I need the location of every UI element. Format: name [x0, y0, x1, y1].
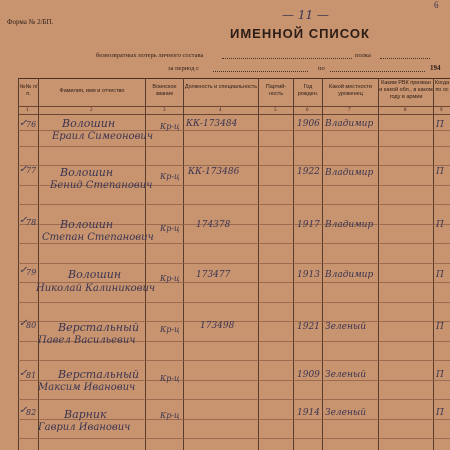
row-surname: Верстальный [58, 368, 140, 381]
row-post: КК-173486 [188, 167, 240, 177]
col-border [258, 78, 259, 450]
row-rank: Кр-ц [160, 325, 180, 334]
row-number: 79 [26, 268, 37, 277]
row-given-names: Ераил Симеонович [52, 131, 154, 142]
row-rule [18, 263, 450, 264]
col-border [18, 78, 19, 450]
blank-regiment [380, 58, 430, 59]
row-year: 1913 [297, 270, 320, 280]
margin-mark: П [436, 408, 444, 418]
col-num: 2 [90, 108, 93, 113]
table-top-border [18, 78, 450, 79]
row-number: 78 [26, 218, 37, 227]
row-check: ✓ [19, 318, 28, 329]
row-number: 76 [26, 120, 37, 129]
col-num: 3 [163, 108, 166, 113]
blank-to [330, 71, 425, 72]
row-given-names: Гаврил Иванович [38, 422, 131, 433]
row-number: 81 [26, 371, 37, 380]
col-border [293, 78, 294, 450]
col-num: 9 [440, 108, 443, 113]
col-header-when: Когда по ос [434, 80, 450, 93]
col-header-rvk: Каким РВК призван и какой обл., в каком году в армии [379, 80, 433, 100]
col-num: 7 [348, 108, 351, 113]
row-place: Владимир [325, 220, 374, 230]
row-number: 80 [26, 321, 37, 330]
row-rank: Кр-ц [160, 122, 180, 131]
page-number: — 11 — [282, 8, 329, 22]
margin-mark: П [436, 120, 444, 130]
col-border [378, 78, 379, 450]
row-year: 1917 [297, 220, 320, 230]
row-year: 1914 [297, 408, 320, 418]
row-check: ✓ [19, 215, 28, 226]
row-number: 77 [26, 166, 37, 175]
margin-mark: П [436, 370, 444, 380]
row-place: Зеленый [325, 322, 367, 332]
row-check: ✓ [19, 405, 28, 416]
row-post: КК-173484 [186, 119, 238, 129]
row-given-names: Павел Васильевич [38, 335, 136, 346]
row-rank: Кр-ц [160, 224, 180, 233]
header-bottom-border [18, 106, 450, 107]
col-num: 8 [404, 108, 407, 113]
row-given-names: Степан Степанович [42, 232, 154, 243]
col-num: 1 [26, 108, 29, 113]
row-surname: Волошин [62, 117, 116, 130]
row-year: 1922 [297, 167, 320, 177]
col-header-rank: Воинское звание [152, 84, 177, 97]
row-post: 173498 [200, 321, 235, 331]
margin-mark: П [436, 322, 444, 332]
subtitle-line2-mid: по [318, 65, 325, 72]
row-place: Владимир [325, 168, 374, 178]
row-given-names: Максим Иванович [38, 382, 136, 393]
row-surname: Варник [64, 408, 107, 421]
row-rank: Кр-ц [160, 411, 180, 420]
margin-mark: П [436, 220, 444, 230]
row-check: ✓ [19, 118, 28, 129]
row-rank: Кр-ц [160, 172, 180, 181]
col-header-post: Должность и специальность [184, 84, 258, 90]
col-header-name: Фамилия, имя и отчество [59, 88, 125, 94]
col-num: 6 [306, 108, 309, 113]
col-border [322, 78, 323, 450]
row-place: Зеленый [325, 408, 367, 418]
row-rule [18, 146, 450, 147]
subtitle-line2-prefix: за период с [168, 65, 200, 72]
row-post: 174378 [196, 220, 231, 230]
col-border [433, 78, 434, 450]
row-place: Владимир [325, 270, 374, 280]
col-border [38, 78, 39, 450]
row-rank: Кр-ц [160, 374, 180, 383]
subtitle-line1: безвозвратных потерь личного состава [96, 52, 204, 59]
row-year: 1906 [297, 119, 320, 129]
col-num: 4 [219, 108, 222, 113]
col-header-number: №№ п/п. [19, 84, 38, 97]
subtitle-year: 194 [430, 64, 441, 72]
row-post: 173477 [196, 270, 231, 280]
row-rule [18, 204, 450, 205]
subtitle-line1-end: полка [355, 52, 371, 59]
row-check: ✓ [19, 164, 28, 175]
row-check: ✓ [19, 368, 28, 379]
colnum-bottom-border [18, 114, 450, 115]
row-rule [18, 360, 450, 361]
row-given-names: Николай Калиникович [36, 283, 156, 294]
row-rule [18, 399, 450, 400]
row-year: 1921 [297, 322, 320, 332]
row-place: Зеленый [325, 370, 367, 380]
row-place: Владимир [325, 119, 374, 129]
row-rule [18, 302, 450, 303]
blank-unit [222, 58, 352, 59]
row-year: 1909 [297, 370, 320, 380]
row-check: ✓ [19, 265, 28, 276]
form-number: Форма № 2/БП. [7, 18, 54, 26]
corner-number: 6 [434, 0, 439, 10]
col-header-party: Партий-ность [265, 84, 287, 97]
row-number: 82 [26, 408, 37, 417]
document-title: ИМЕННОЙ СПИСОК [230, 26, 370, 41]
row-given-names: Бенид Степанович [50, 180, 153, 191]
margin-mark: П [436, 167, 444, 177]
row-rule [18, 438, 450, 439]
row-surname: Верстальный [58, 321, 140, 334]
row-rule [18, 243, 450, 244]
col-border [183, 78, 184, 450]
col-header-origin: Какой местности уроженец [329, 84, 372, 97]
row-surname: Волошин [68, 268, 122, 281]
row-surname: Волошин [60, 218, 114, 231]
row-surname: Волошин [60, 166, 114, 179]
col-num: 5 [274, 108, 277, 113]
col-header-year: Год рожден. [297, 84, 319, 97]
row-rank: Кр-ц [160, 274, 180, 283]
blank-from [213, 71, 308, 72]
margin-mark: П [436, 270, 444, 280]
